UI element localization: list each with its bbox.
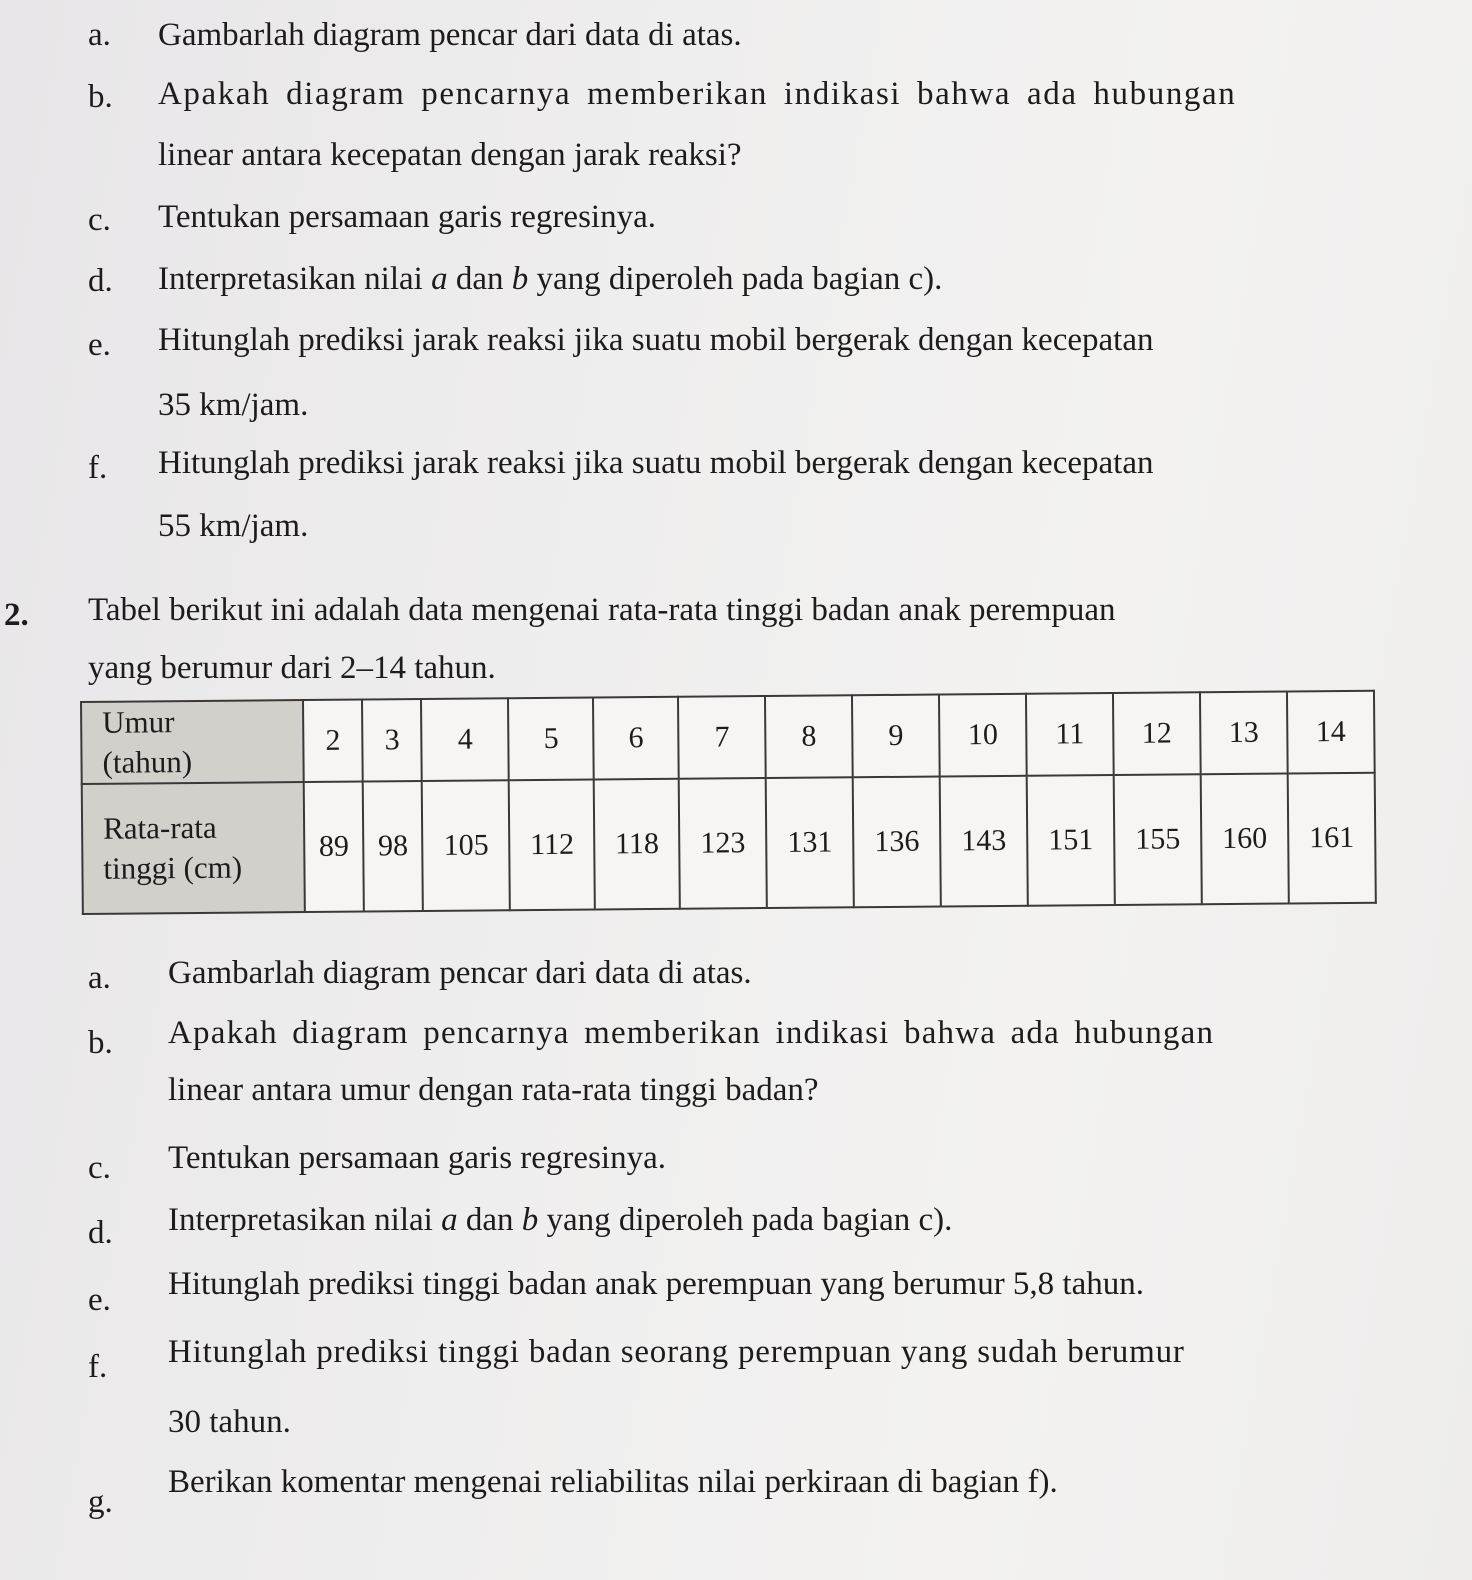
height-cell: 151 [1027, 775, 1115, 906]
height-cell: 161 [1288, 773, 1376, 904]
problem-2-line2: yang berumur dari 2–14 tahun. [88, 650, 496, 686]
item-label: a. [88, 17, 111, 53]
question-2a: Gambarlah diagram pencar dari data di atas. [168, 955, 752, 991]
age-cell: 6 [593, 697, 679, 780]
question-1b-line1: Apakah diagram pencarnya memberikan indikasi bahwa ada hubungan [158, 76, 1237, 112]
question-2g: Berikan komentar mengenai reliabilitas nilai perkiraan di bagian f). [168, 1464, 1058, 1500]
age-cell: 13 [1200, 691, 1288, 774]
height-cell: 160 [1201, 773, 1289, 904]
item-label: b. [88, 79, 113, 115]
item-label: g. [88, 1484, 113, 1520]
height-cell: 89 [304, 782, 364, 913]
height-cell: 131 [766, 777, 854, 908]
item-label: f. [88, 450, 108, 486]
question-1d: Interpretasikan nilai a dan b yang diperoleh pada bagian c). [158, 261, 943, 297]
item-label: a. [88, 960, 111, 996]
age-cell: 4 [421, 698, 509, 781]
question-2f-line2: 30 tahun. [168, 1404, 291, 1440]
question-2c: Tentukan persamaan garis regresinya. [168, 1140, 666, 1176]
age-cell: 12 [1113, 692, 1201, 775]
age-cell: 9 [852, 695, 940, 778]
height-cell: 98 [363, 781, 423, 912]
question-2e: Hitunglah prediksi tinggi badan anak perempuan yang berumur 5,8 tahun. [168, 1266, 1144, 1302]
question-2f-line1: Hitunglah prediksi tinggi badan seorang perempuan yang sudah berumur [168, 1334, 1185, 1370]
age-height-table [80, 690, 1377, 915]
question-1a: Gambarlah diagram pencar dari data di atas. [158, 17, 742, 53]
question-2b-line2: linear antara umur dengan rata-rata tinggi badan? [168, 1072, 819, 1108]
row-header-height: Rata-rata tinggi (cm) [82, 782, 305, 914]
question-1e-line2: 35 km/jam. [158, 387, 309, 423]
question-2d: Interpretasikan nilai a dan b yang diperoleh pada bagian c). [168, 1202, 953, 1238]
age-cell: 8 [765, 695, 853, 778]
height-cell: 123 [679, 778, 767, 909]
age-cell: 14 [1287, 691, 1375, 774]
question-1f-line1: Hitunglah prediksi jarak reaksi jika suatu mobil bergerak dengan kecepatan [158, 445, 1154, 481]
question-1f-line2: 55 km/jam. [158, 508, 309, 544]
item-label: c. [88, 202, 111, 238]
height-cell: 112 [509, 780, 595, 911]
height-cell: 136 [853, 776, 941, 907]
question-2b-line1: Apakah diagram pencarnya memberikan indikasi bahwa ada hubungan [168, 1015, 1215, 1051]
age-cell: 10 [939, 694, 1027, 777]
height-cell: 118 [594, 779, 680, 910]
item-label: d. [88, 1215, 113, 1251]
item-label: c. [88, 1150, 111, 1186]
age-cell: 3 [362, 699, 422, 782]
item-label: f. [88, 1349, 108, 1385]
height-cell: 105 [422, 780, 510, 911]
age-cell: 11 [1026, 693, 1114, 776]
item-label: d. [88, 263, 113, 299]
problem-number: 2. [4, 597, 29, 633]
age-cell: 7 [678, 696, 766, 779]
height-cell: 155 [1114, 774, 1202, 905]
row-header-age: Umur (tahun) [81, 700, 304, 784]
question-1c: Tentukan persamaan garis regresinya. [158, 199, 656, 235]
table-row-age [81, 691, 1375, 784]
height-cell: 143 [940, 776, 1028, 907]
problem-2-line1: Tabel berikut ini adalah data mengenai rata-rata tinggi badan anak perempuan [88, 592, 1116, 628]
age-cell: 5 [508, 698, 594, 781]
item-label: e. [88, 1282, 111, 1318]
item-label: e. [88, 327, 111, 363]
table-row-height [82, 773, 1376, 914]
age-cell: 2 [303, 700, 363, 783]
question-1e-line1: Hitunglah prediksi jarak reaksi jika suatu mobil bergerak dengan kecepatan [158, 322, 1154, 358]
item-label: b. [88, 1025, 113, 1061]
question-1b-line2: linear antara kecepatan dengan jarak reaksi? [158, 137, 742, 173]
